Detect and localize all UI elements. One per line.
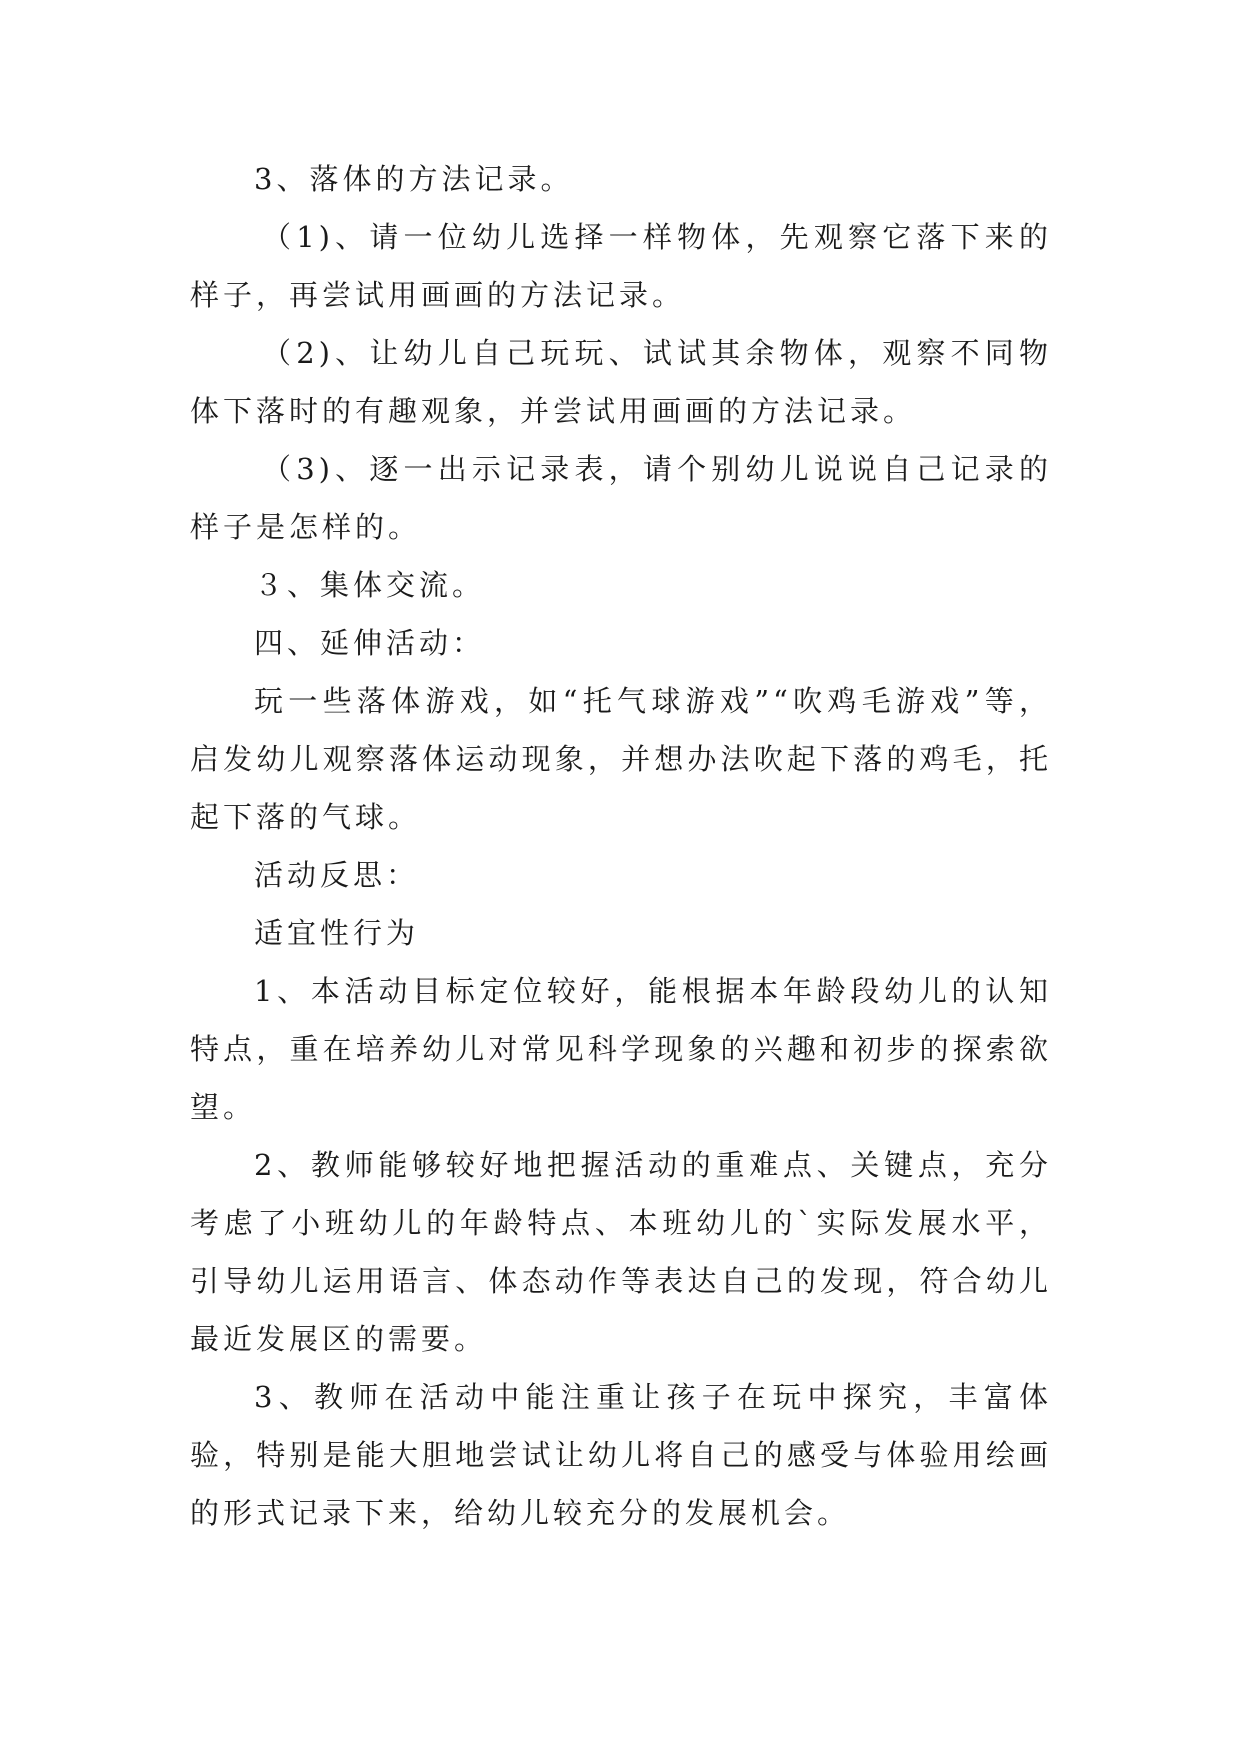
paragraph-step-3: （3)、逐一出示记录表，请个别幼儿说说自己记录的样子是怎样的。 [190, 452, 1052, 544]
paragraph-reflection-2: 2、教师能够较好地把握活动的重难点、关键点，充分考虑了小班幼儿的年龄特点、本班幼儿的`实际发展水平，引导幼儿运用语言、体态动作等表达自己的发现，符合幼儿最近发展区的需要。 [190, 1148, 1052, 1356]
paragraph-heading-reflection: 活动反思： [254, 858, 420, 892]
paragraph-step-1: （1)、请一位幼儿选择一样物体，先观察它落下来的样子，再尝试用画画的方法记录。 [190, 220, 1052, 312]
paragraph-heading-extension: 四、延伸活动： [254, 626, 486, 660]
paragraph-reflection-1: 1、本活动目标定位较好，能根据本年龄段幼儿的认知特点，重在培养幼儿对常见科学现象的兴趣和初步的探索欲望。 [190, 974, 1052, 1124]
paragraph-heading-appropriate: 适宜性行为 [254, 916, 420, 950]
paragraph-step-2: （2)、让幼儿自己玩玩、试试其余物体，观察不同物体下落时的有趣观象，并尝试用画画的方法记录。 [190, 336, 1052, 428]
document-body [190, 150, 1052, 1542]
paragraph-group-exchange: ３、集体交流。 [254, 568, 486, 602]
paragraph-reflection-3: 3、教师在活动中能注重让孩子在玩中探究，丰富体验，特别是能大胆地尝试让幼儿将自己的感受与体验用绘画的形式记录下来，给幼儿较充分的发展机会。 [190, 1380, 1052, 1530]
paragraph-extension-body: 玩一些落体游戏，如“托气球游戏”“吹鸡毛游戏”等，启发幼儿观察落体运动现象，并想办法吹起下落的鸡毛，托起下落的气球。 [190, 684, 1052, 834]
paragraph-heading-recording: 3、落体的方法记录。 [254, 162, 574, 196]
